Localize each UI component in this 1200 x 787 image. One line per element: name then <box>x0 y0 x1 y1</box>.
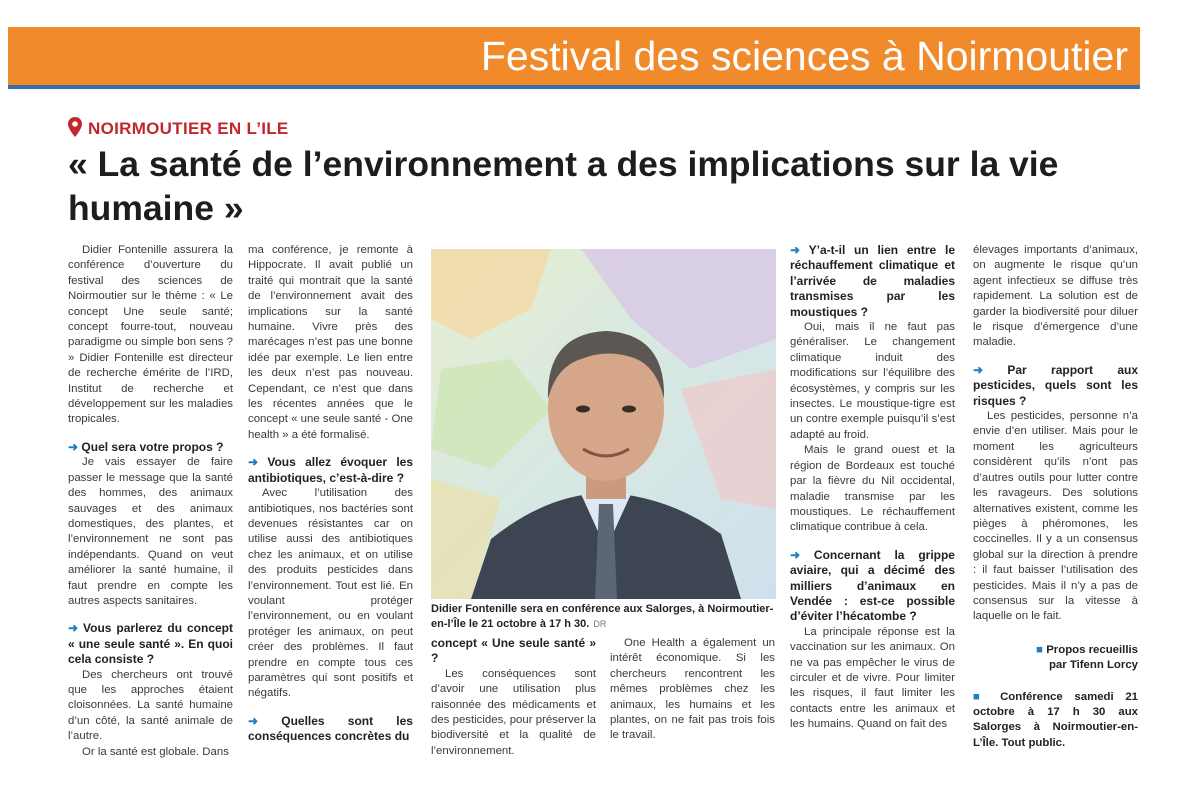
column-3 <box>431 636 596 756</box>
event-info: ■ Conférence samedi 21 octobre à 17 h 30 aux Salorges à Noirmoutier-en-L’Île. Tout public. <box>973 690 1138 749</box>
portrait-photo <box>431 249 776 599</box>
dateline <box>68 117 289 141</box>
article-headline: « La santé de l’environnement a des implications sur la vie humaine » <box>68 144 1059 228</box>
question: ➜ Y’a-t-il un lien entre le réchauffement climatique et l’arrivée de maladies transmises par les moustiques ? <box>790 243 955 319</box>
answer-paragraph: Avec l’utilisation des antibiotiques, nos bactéries sont devenues résistantes car on utilise aussi des antibiotiques chez les animaux, et on utilise des produits pesticides dans l’environnement. Tout est lié. En voulant protéger l’environnement, ou en voulant protéger les animaux, on peut créer des problèmes. Il faut prendre en compte tous ces paramètres qui sont positifs et négatifs. <box>248 487 413 700</box>
answer-paragraph: Or la santé est globale. Dans <box>82 745 229 758</box>
column-1 <box>68 243 233 758</box>
photo-credit: DR <box>593 619 607 629</box>
answer-paragraph: One Health a également un intérêt économique. Si les chercheurs rencontrent les mêmes problèmes chez les animaux, les humains et les plantes, on ne fait pas trois fois le travail. <box>610 637 775 742</box>
column-2 <box>248 243 413 758</box>
column-4 <box>610 636 775 756</box>
question: ➜ Concernant la grippe aviaire, qui a décimé des milliers d’animaux en Vendée : est-ce possible d’éviter l’hécatombe ? <box>790 547 955 624</box>
question: ➜ Vous allez évoquer les antibiotiques, c’est-à-dire ? <box>248 455 413 485</box>
answer-paragraph: La principale réponse est la vaccination sur les animaux. On ne va pas empêcher le virus de circuler et de vivre. Pour limiter les risques, il faut limiter les contacts entre les animaux et les humains. Quand on fait des <box>790 625 955 731</box>
question: ➜ Vous parlerez du concept « une seule santé ». En quoi cela consiste ? <box>68 621 233 667</box>
answer-paragraph: Des chercheurs ont trouvé que les approches étaient cloisonnées. La santé humaine d’un côté, la santé animale de l’autre. <box>68 668 233 743</box>
question: ➜ Quelles sont les conséquences concrètes du <box>248 713 413 744</box>
answer-paragraph: Les conséquences sont d’avoir une utilisation plus raisonnée des médicaments et des pesticides, pour préserver la biodiversité et la qualité de l’environnement. <box>431 667 596 756</box>
answer-paragraph: ma conférence, je remonte à Hippocrate. Il avait publié un traité qui montrait que la santé de l’environnement avait des implications sur la santé humaine. Vivre près des marécages n’est pas une bonne idée par exemple. Le lien entre les deux n’est pas nouveau. Cependant, ce n’est que dans les récentes années que le concept « une seule santé - One health » a été formalisé. <box>248 244 413 441</box>
question: concept « Une seule santé » ? <box>431 636 596 666</box>
answer-paragraph: Mais le grand ouest et la région de Bordeaux est touché par la fièvre du Nil occidental, maladie transmise par les moustiques. Le réchauffement climatique contribue à cela. <box>790 444 955 534</box>
question: ➜ Par rapport aux pesticides, quels sont les risques ? <box>973 362 1138 408</box>
answer-paragraph: élevages importants d’animaux, on augmente le risque qu’un agent infectieux se diffuse très rapidement. La solution est de garder la biodiversité pour diluer le risque d’émergence d’une maladie. <box>973 244 1138 349</box>
section-title: Festival des sciences à Noirmoutier <box>480 33 1128 79</box>
photo-caption: Didier Fontenille sera en conférence aux Salorges, à Noirmoutier-en-l’Île le 21 octobre à 17 h 30. DR <box>431 603 774 630</box>
author-credit: ■ Propos recueillis par Tifenn Lorcy <box>1036 643 1138 672</box>
column-6 <box>973 243 1138 758</box>
column-5 <box>790 243 955 758</box>
section-banner <box>8 27 1140 89</box>
question: ➜ Quel sera votre propos ? <box>68 439 224 454</box>
location-label: NOIRMOUTIER EN L’ILE <box>88 119 289 138</box>
map-pin-icon <box>68 117 82 142</box>
answer-paragraph: Oui, mais il ne faut pas généraliser. Le changement climatique induit des modifications sur l’équilibre des écosystèmes, y compris sur les insectes. Le moustique-tigre est un contre exemple puisqu’il s’est adapté au froid. <box>790 321 955 441</box>
answer-paragraph: Les pesticides, personne n’a envie d’en utiliser. Mais pour le moment les agriculteurs considèrent qu’ils n’ont pas d’autres outils pour lutter contre les ravageurs. Des solutions alternatives existent, comme les pièges à phéromones, les coccinelles. Il y a un consensus global sur la direction à prendre : il faut baisser l’utilisation des pesticides. Mais il n’y a pas de consensus sur la vitesse à laquelle on le fait. <box>973 410 1138 623</box>
answer-paragraph: Je vais essayer de faire passer le message que la santé des hommes, des animaux sauvages et des animaux domestiques, des plantes, et l’environnement ne sont pas indépendants. Quand on veut améliorer la santé humaine, il faut prendre en compte les autres aspects sanitaires. <box>68 456 233 607</box>
intro-paragraph: Didier Fontenille assurera la conférence d’ouverture du festival des sciences de Noirmoutier sur le thème : « Le concept Une seule santé; concept fourre-tout, nouveau paradigme ou simple bon sens ? » Didier Fontenille est directeur de recherche émérite de l’IRD, Institut de recherche et développement sur les maladies tropicales. <box>68 244 233 426</box>
